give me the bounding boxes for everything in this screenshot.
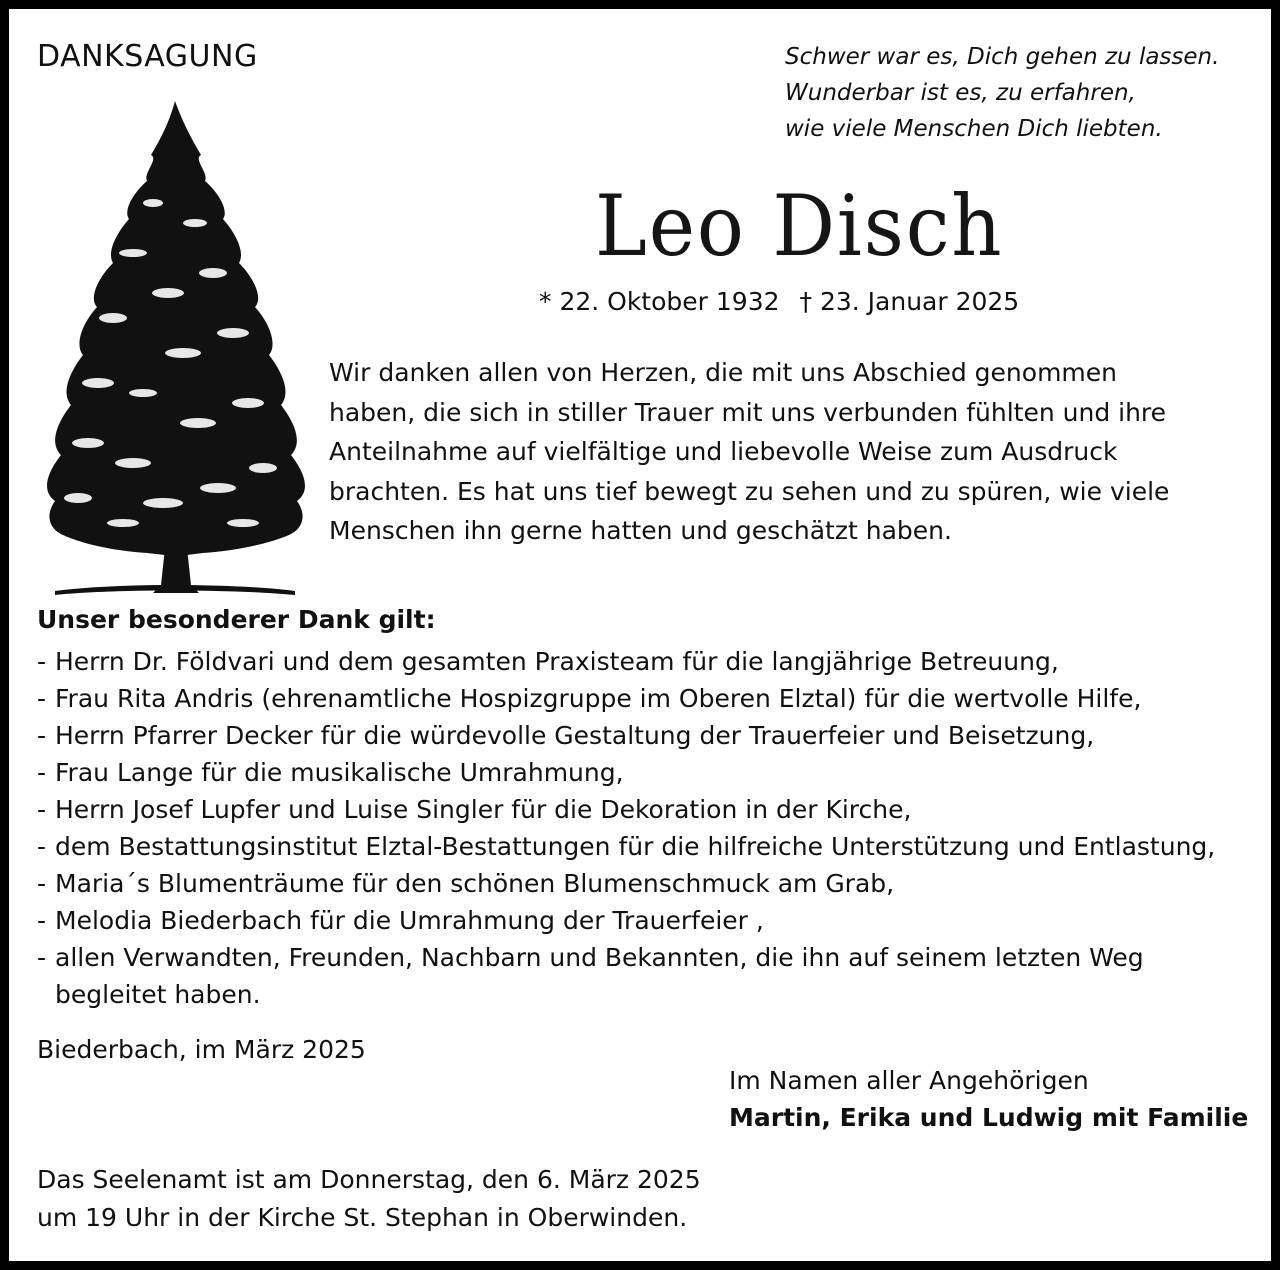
quote-line: wie viele Menschen Dich liebten. [785, 116, 1163, 142]
list-item: - Herrn Pfarrer Decker für die würdevolle Gestaltung der Trauerfeier und Beisetzung, [37, 717, 1215, 754]
list-item-continuation: begleitet haben. [55, 980, 261, 1009]
list-item: - Herrn Dr. Földvari und dem gesamten Praxisteam für die langjährige Betreuung, [37, 643, 1215, 680]
list-item: - Melodia Biederbach für die Umrahmung der Trauerfeier , [37, 902, 1215, 939]
list-dash: - [37, 943, 47, 972]
quote [785, 39, 1219, 147]
list-dash: - [37, 758, 47, 787]
paragraph-line: Wir danken allen von Herzen, die mit uns Abschied genommen [329, 358, 1118, 387]
paragraph-line: Menschen ihn gerne hatten und geschätzt haben. [329, 516, 952, 545]
list-dash: - [37, 684, 47, 713]
place-date: Biederbach, im März 2025 [37, 1035, 366, 1064]
deceased-name: Leo Disch [595, 177, 1004, 275]
signature-intro: Im Namen aller Angehörigen [729, 1066, 1089, 1095]
list-item: - Frau Rita Andris (ehrenamtliche Hospizgruppe im Oberen Elztal) für die wertvolle Hilfe, [37, 680, 1215, 717]
list-item: - Herrn Josef Lupfer und Luise Singler für die Dekoration in der Kirche, [37, 791, 1215, 828]
quote-line: Wunderbar ist es, zu erfahren, [785, 80, 1136, 106]
list-dash: - [37, 906, 47, 935]
list-dash: - [37, 795, 47, 824]
thank-you-paragraph [329, 353, 1169, 551]
list-dash: - [37, 869, 47, 898]
requiem-notice [37, 1161, 701, 1237]
requiem-line: Das Seelenamt ist am Donnerstag, den 6. März 2025 [37, 1165, 701, 1194]
list-dash: - [37, 721, 47, 750]
special-thanks-heading: Unser besonderer Dank gilt: [37, 605, 436, 634]
requiem-line: um 19 Uhr in der Kirche St. Stephan in Oberwinden. [37, 1203, 688, 1232]
death-date: † 23. Januar 2025 [799, 287, 1020, 316]
list-item: - dem Bestattungsinstitut Elztal-Bestattungen für die hilfreiche Unterstützung und Entlastung, [37, 828, 1215, 865]
list-item: - Frau Lange für die musikalische Umrahmung, [37, 754, 1215, 791]
list-dash: - [37, 832, 47, 861]
quote-line: Schwer war es, Dich gehen zu lassen. [785, 44, 1220, 70]
fir-tree-icon [33, 93, 318, 603]
list-item: - allen Verwandten, Freunden, Nachbarn und Bekannten, die ihn auf seinem letzten Weg begleitet haben. [37, 939, 1215, 1013]
paragraph-line: Anteilnahme auf vielfältige und liebevolle Weise zum Ausdruck [329, 437, 1118, 466]
paragraph-line: brachten. Es hat uns tief bewegt zu sehen und zu spüren, wie viele [329, 476, 1170, 506]
list-dash: - [37, 647, 47, 676]
paragraph-line: haben, die sich in stiller Trauer mit uns verbunden fühlten und ihre [329, 397, 1167, 427]
heading: DANKSAGUNG [37, 39, 258, 74]
thanks-list [37, 643, 1215, 1013]
life-dates [539, 287, 1019, 316]
list-item: - Maria´s Blumenträume für den schönen Blumenschmuck am Grab, [37, 865, 1215, 902]
birth-date: * 22. Oktober 1932 [539, 287, 780, 316]
signature-names: Martin, Erika und Ludwig mit Familie [729, 1103, 1249, 1132]
